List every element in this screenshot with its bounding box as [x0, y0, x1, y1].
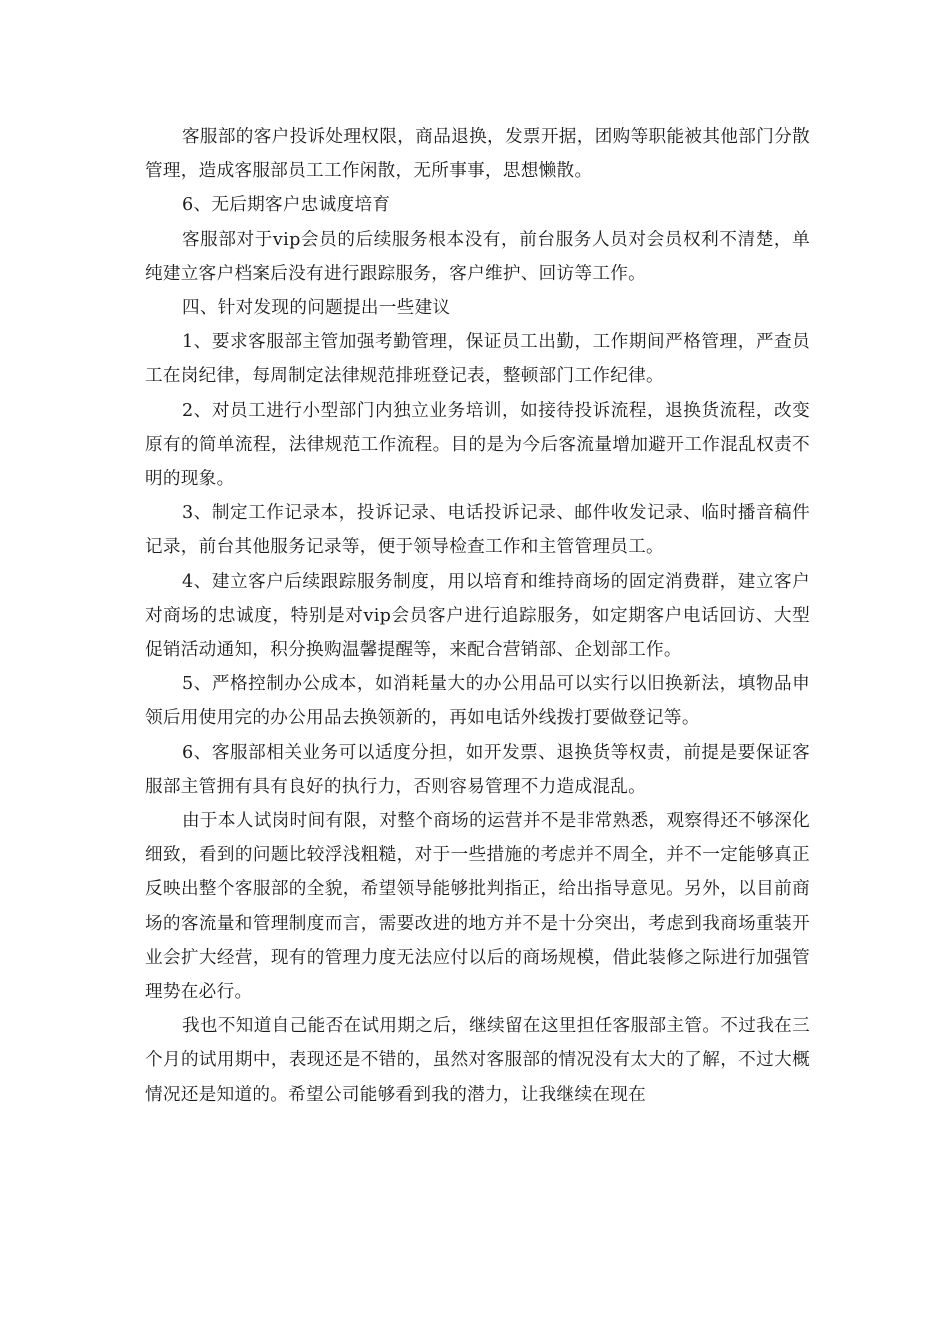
- paragraph-suggestion-2: 2、对员工进行小型部门内独立业务培训，如接待投诉流程，退换货流程，改变原有的简单流程，法律规范工作流程。目的是为今后客流量增加避开工作混乱权责不明的现象。: [145, 400, 810, 490]
- paragraph-suggestion-5: 5、严格控制办公成本，如消耗量大的办公用品可以实行以旧换新法，填物品申领后用使用完的办公用品去换领新的，再如电话外线拨打要做登记等。: [145, 674, 810, 729]
- paragraph-summary: 由于本人试岗时间有限，对整个商场的运营并不是非常熟悉，观察得还不够深化细致，看到的问题比较浮浅粗糙，对于一些措施的考虑并不周全，并不一定能够真正反映出整个客服部的全貌，希望领导能够批判指正，给出指导意见。另外，以目前商场的客流量和管理制度而言，需要改进的地方并不是十分突出，考虑到我商场重装开业会扩大经营，现有的管理力度无法应付以后的商场规模，借此装修之际进行加强管理势在必行。: [145, 811, 810, 1003]
- paragraph-suggestion-6: 6、客服部相关业务可以适度分担，如开发票、退换货等权责，前提是要保证客服部主管拥有具有良好的执行力，否则容易管理不力造成混乱。: [145, 742, 810, 797]
- heading-suggestions: 四、针对发现的问题提出一些建议: [181, 298, 451, 319]
- paragraph-suggestion-3: 3、制定工作记录本，投诉记录、电话投诉记录、邮件收发记录、临时播音稿件记录，前台其他服务记录等，便于领导检查工作和主管管理员工。: [145, 503, 810, 558]
- paragraph-suggestion-1: 1、要求客服部主管加强考勤管理，保证员工出勤，工作期间严格管理，严查员工在岗纪律，每周制定法律规范排班登记表，整顿部门工作纪律。: [145, 332, 810, 387]
- paragraph-closing: 我也不知道自己能否在试用期之后，继续留在这里担任客服部主管。不过我在三个月的试用期中，表现还是不错的，虽然对客服部的情况没有太大的了解，不过大概情况还是知道的。希望公司能够看到我的潜力，让我继续在现在: [145, 1016, 810, 1105]
- document-body: [145, 120, 810, 1112]
- heading-loyalty-cultivation: 6、无后期客户忠诚度培育: [181, 195, 391, 216]
- paragraph-complaint-authority: 客服部的客户投诉处理权限，商品退换，发票开据，团购等职能被其他部门分散管理，造成客服部员工工作闲散，无所事事，思想懒散。: [145, 127, 810, 182]
- paragraph-vip-service: 客服部对于vip会员的后续服务根本没有，前台服务人员对会员权利不清楚，单纯建立客户档案后没有进行跟踪服务，客户维护、回访等工作。: [145, 229, 810, 284]
- paragraph-suggestion-4: 4、建立客户后续跟踪服务制度，用以培育和维持商场的固定消费群，建立客户对商场的忠诚度，特别是对vip会员客户进行追踪服务，如定期客户电话回访、大型促销活动通知，积分换购温馨提醒等，来配合营销部、企划部工作。: [145, 571, 810, 661]
